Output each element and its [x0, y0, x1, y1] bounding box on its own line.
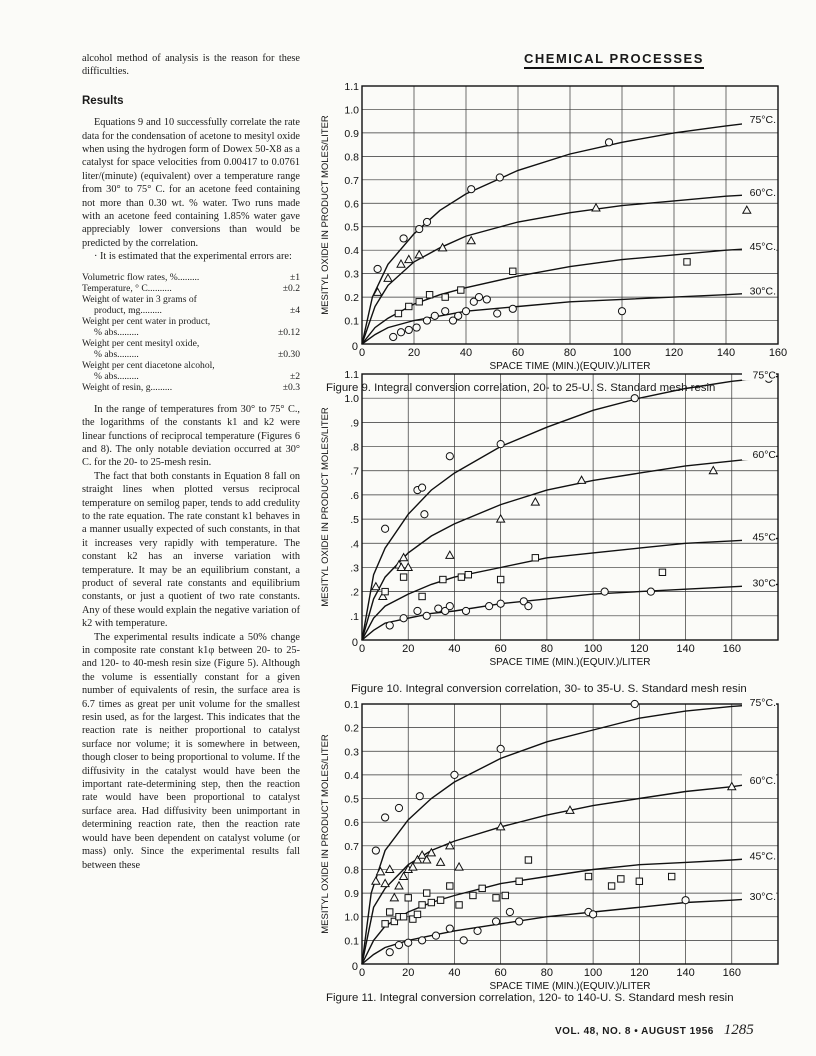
error-row: [82, 360, 300, 371]
y-tick-label: 0.7: [344, 840, 359, 853]
data-point-circle: [395, 804, 402, 811]
data-point-circle: [416, 793, 423, 800]
data-point-circle: [460, 937, 467, 944]
series-label: 30°C.: [749, 285, 776, 298]
y-tick-label: .5: [350, 514, 359, 527]
x-tick-label: 100: [583, 643, 603, 655]
page-footer: [555, 1022, 754, 1039]
data-point-square: [458, 574, 464, 580]
error-label: Weight of resin, g.........: [82, 381, 173, 393]
x-tick-label: 60: [494, 643, 507, 655]
data-point-circle: [414, 607, 421, 614]
data-point-circle: [494, 310, 501, 317]
body-text-column: [82, 52, 300, 872]
series-label: 60°C: [752, 449, 776, 462]
data-point-circle: [395, 941, 402, 948]
error-row: [82, 338, 300, 349]
data-point-circle: [474, 927, 481, 934]
y-tick-label: 0.3: [344, 746, 359, 759]
y-tick-label: 0.1: [344, 935, 359, 948]
data-point-triangle: [578, 476, 586, 483]
data-point-square: [426, 292, 432, 298]
data-point-square: [414, 911, 420, 917]
data-point-triangle: [400, 872, 408, 879]
y-tick-label: 0.1: [344, 315, 359, 328]
data-point-circle: [435, 605, 442, 612]
data-point-circle: [455, 312, 462, 319]
data-point-square: [428, 899, 434, 905]
y-tick-label: 0.5: [344, 793, 359, 806]
data-point-triangle: [372, 877, 380, 884]
y-tick-label: 0.6: [344, 817, 359, 830]
x-tick-label: 0: [358, 347, 366, 359]
x-tick-label: 20: [402, 967, 415, 979]
error-label: Temperature, ° C..........: [82, 282, 172, 294]
x-tick-label: 40: [448, 967, 461, 979]
data-point-square: [406, 303, 412, 309]
data-point-triangle: [415, 251, 423, 258]
data-point-square: [442, 294, 448, 300]
series-label: 60°C.: [749, 186, 776, 199]
data-point-triangle: [395, 882, 403, 889]
data-point-square: [479, 885, 485, 891]
data-point-triangle: [531, 498, 539, 505]
data-point-circle: [421, 511, 428, 518]
series-curve: [362, 456, 778, 640]
data-point-square: [416, 299, 422, 305]
data-point-square: [400, 574, 406, 580]
error-row: [82, 294, 300, 305]
data-point-square: [395, 310, 401, 316]
y-axis-label: MESITYL OXIDE IN PRODUCT MOLES/LITER: [320, 407, 331, 607]
x-tick-label: 120: [664, 347, 684, 359]
y-tick-label: 0.5: [344, 221, 359, 234]
data-point-circle: [509, 305, 516, 312]
y-origin-label: 0: [351, 637, 358, 649]
x-tick-label: 40: [448, 643, 461, 655]
data-point-square: [618, 876, 624, 882]
data-point-triangle: [592, 204, 600, 211]
y-tick-label: 0.2: [344, 722, 359, 735]
data-point-circle: [590, 911, 597, 918]
error-row: [82, 305, 300, 316]
data-point-triangle: [709, 467, 717, 474]
data-point-square: [532, 555, 538, 561]
data-point-square: [516, 878, 522, 884]
data-point-triangle: [467, 237, 475, 244]
data-point-circle: [631, 395, 638, 402]
x-tick-label: 20: [402, 643, 415, 655]
data-point-square: [525, 857, 531, 863]
paragraph-5: The experimental results indicate a 50% change in composite rate constant k1φ between 20- to 25- and 120- to 40-mesh resin size (Figure 5). Although the volume is essentially constant for a given number of equivalents of resin, the surface area is 6.7 times as great per unit volume for the smallest resin used, as for the largest. This indicates that the reaction rate is neither proportional to catalyst surface nor volume; it is somewhere in between, though closer to being proportional to volume. If the diffusivity in the catalyst would have been the important rate-determining step, then the reaction rate would have been proportional to catalyst surface area. Had diffusivity been unimportant in determining reaction rate, then the reaction rate would have been dependent on catalyst volume (or mass) only. Since the experimental results fall between these: [82, 631, 300, 871]
y-tick-label: 0.3: [344, 268, 359, 281]
data-point-circle: [390, 333, 397, 340]
data-point-circle: [446, 603, 453, 610]
y-tick-label: 1.0: [344, 104, 359, 117]
y-tick-label: 0.4: [344, 769, 359, 782]
y-tick-label: .8: [350, 441, 359, 454]
series-label: 75°C.: [749, 698, 776, 709]
error-row: [82, 382, 300, 393]
y-tick-label: 1.1: [344, 81, 359, 93]
x-tick-label: 160: [722, 967, 741, 979]
data-point-circle: [413, 324, 420, 331]
data-point-square: [419, 902, 425, 908]
data-point-circle: [397, 329, 404, 336]
x-tick-label: 60: [494, 967, 507, 979]
data-point-circle: [432, 932, 439, 939]
data-point-triangle: [455, 863, 463, 870]
data-point-circle: [382, 814, 389, 821]
y-tick-label: 0.4: [344, 245, 359, 258]
x-tick-label: 20: [407, 347, 421, 359]
error-row: [82, 349, 300, 360]
data-point-circle: [682, 897, 689, 904]
x-tick-label: 160: [722, 643, 741, 655]
x-tick-label: 140: [716, 347, 736, 359]
x-tick-label: 120: [630, 643, 649, 655]
section-header: CHEMICAL PROCESSES: [524, 51, 704, 69]
y-origin-label: 0: [351, 341, 358, 353]
data-point-circle: [386, 949, 393, 956]
error-value: ±4: [289, 304, 300, 316]
data-point-circle: [462, 308, 469, 315]
error-label: Weight per cent diacetone alcohol,: [82, 359, 215, 371]
y-tick-label: 0.2: [344, 292, 359, 305]
series-label: 30°C.: [749, 890, 776, 903]
error-label: % abs.........: [94, 370, 139, 382]
series-label: 75°C.: [749, 114, 776, 127]
figure-9-chart: [318, 78, 802, 418]
series-label: 30°C: [752, 577, 776, 590]
data-point-square: [585, 873, 591, 879]
x-tick-label: 0: [358, 967, 366, 979]
y-tick-label: .1: [350, 610, 359, 623]
data-point-square: [447, 883, 453, 889]
y-tick-label: 0.7: [344, 174, 359, 187]
data-point-square: [382, 921, 388, 927]
error-label: Volumetric flow rates, %.........: [82, 271, 200, 283]
data-point-square: [456, 902, 462, 908]
data-point-circle: [400, 615, 407, 622]
data-point-circle: [506, 908, 513, 915]
data-point-square: [405, 895, 411, 901]
data-point-triangle: [386, 865, 394, 872]
data-point-circle: [446, 453, 453, 460]
data-point-circle: [462, 607, 469, 614]
series-curve: [362, 538, 778, 640]
error-label: % abs.........: [94, 348, 139, 360]
error-value: ±0.3: [282, 381, 300, 393]
error-label: product, mg.........: [94, 304, 162, 316]
y-tick-label: 1.1: [344, 369, 359, 381]
x-axis-label: SPACE TIME (MIN.)(EQUIV.)/LITER: [489, 981, 651, 992]
footer-journal-info: VOL. 48, NO. 8 • AUGUST 1956: [555, 1026, 714, 1037]
data-point-circle: [416, 225, 423, 232]
error-label: Weight per cent mesityl oxide,: [82, 337, 200, 349]
x-axis-label: SPACE TIME (MIN.)(EQUIV.)/LITER: [489, 361, 651, 372]
figure-11-plot: [318, 698, 802, 993]
x-tick-label: 100: [583, 967, 603, 979]
data-point-square: [510, 268, 516, 274]
error-row: [82, 272, 300, 283]
y-tick-label: 1.0: [344, 911, 359, 924]
data-point-circle: [431, 312, 438, 319]
y-origin-label: 0: [351, 961, 358, 973]
series-curve: [362, 194, 765, 344]
y-tick-label: 1.0: [344, 393, 359, 406]
data-point-circle: [418, 937, 425, 944]
data-point-circle: [497, 441, 504, 448]
paragraph-3: In the range of temperatures from 30° to 75° C., the logarithms of the constants k1 and k2 were linear functions of reciprocal temperature (Figures 6 and 8). The only notable deviation occurred at 30° C. for the 20- to 25-mesh resin.: [82, 403, 300, 469]
data-point-circle: [601, 588, 608, 595]
figure-10-caption: Figure 10. Integral conversion correlation, 30- to 35-U. S. Standard mesh resin: [351, 683, 747, 695]
data-point-circle: [486, 603, 493, 610]
data-point-square: [502, 892, 508, 898]
x-tick-label: 140: [676, 967, 695, 979]
x-axis-label: SPACE TIME (MIN.)(EQUIV.)/LITER: [489, 657, 651, 668]
figure-9-plot: [318, 78, 802, 378]
y-tick-label: .2: [350, 586, 359, 599]
figure-10-plot: [318, 368, 802, 673]
data-point-square: [684, 259, 690, 265]
data-point-triangle: [743, 206, 751, 213]
series-curve: [362, 376, 778, 640]
series-label: 75°C: [752, 369, 776, 382]
data-point-circle: [496, 174, 503, 181]
data-point-circle: [497, 745, 504, 752]
y-tick-label: 0.6: [344, 198, 359, 211]
data-point-circle: [525, 603, 532, 610]
error-value: ±0.30: [277, 348, 300, 360]
data-point-circle: [516, 918, 523, 925]
data-point-square: [497, 576, 503, 582]
error-value: ±0.2: [282, 282, 300, 294]
data-point-square: [458, 287, 464, 293]
series-curve: [362, 584, 778, 640]
y-tick-label: 0.8: [344, 864, 359, 877]
x-tick-label: 140: [676, 643, 695, 655]
data-point-square: [493, 895, 499, 901]
data-point-square: [440, 576, 446, 582]
data-point-triangle: [446, 842, 454, 849]
error-label: Weight of water in 3 grams of: [82, 293, 197, 305]
data-point-circle: [468, 186, 475, 193]
data-point-circle: [631, 700, 638, 707]
y-tick-label: 0.8: [344, 151, 359, 164]
x-tick-label: 160: [768, 347, 788, 359]
x-tick-label: 100: [612, 347, 632, 359]
data-point-circle: [386, 622, 393, 629]
y-tick-label: .4: [350, 538, 359, 551]
y-tick-label: .3: [350, 562, 359, 575]
data-point-square: [668, 873, 674, 879]
data-point-square: [470, 892, 476, 898]
data-point-square: [465, 572, 471, 578]
y-axis-label: MESITYL OXIDE IN PRODUCT MOLES/LITER: [320, 115, 331, 315]
data-point-circle: [442, 308, 449, 315]
paragraph-4: The fact that both constants in Equation 8 fall on straight lines when plotted versus reciprocal temperature on semilog paper, tends to add credulity to the rate equation. The rate constant k1 behaves in a manner usually expected of such constants, in that it increases very rapidly with temperature. The constant k2 has an inverse variation with temperature. It may be an equilibrium constant, a product of several rate constants and equilibrium constants, or just a quotient of two rate constants. Any of these would explain the negative variation of k2 with temperature.: [82, 470, 300, 630]
series-label: 45°C.: [749, 240, 776, 253]
paragraph-2: · It is estimated that the experimental errors are:: [94, 251, 292, 263]
figure-9-caption: Figure 9. Integral conversion correlation, 20- to 25-U. S. Standard mesh resin: [326, 382, 716, 394]
data-point-circle: [618, 308, 625, 315]
x-tick-label: 40: [459, 347, 473, 359]
data-point-circle: [492, 918, 499, 925]
data-point-square: [608, 883, 614, 889]
data-point-circle: [475, 293, 482, 300]
y-tick-label: 0.9: [344, 127, 359, 140]
figure-11-caption: Figure 11. Integral conversion correlation, 120- to 140-U. S. Standard mesh resin: [326, 992, 734, 1004]
data-point-triangle: [446, 551, 454, 558]
data-point-circle: [423, 317, 430, 324]
error-row: [82, 371, 300, 382]
data-point-square: [387, 909, 393, 915]
data-point-circle: [382, 525, 389, 532]
x-tick-label: 80: [540, 643, 554, 655]
page-number: 1285: [723, 1022, 754, 1038]
y-tick-label: .9: [350, 417, 359, 430]
series-curve: [362, 704, 766, 964]
error-value: ±1: [289, 271, 300, 283]
data-point-circle: [483, 296, 490, 303]
data-point-triangle: [381, 879, 389, 886]
data-point-square: [382, 588, 388, 594]
error-row: [82, 316, 300, 327]
y-tick-label: 0.9: [344, 888, 359, 901]
x-tick-label: 80: [540, 967, 554, 979]
series-label: 45°C: [752, 531, 776, 544]
data-point-square: [636, 878, 642, 884]
error-row: [82, 327, 300, 338]
data-point-triangle: [404, 563, 412, 570]
data-point-circle: [372, 847, 379, 854]
data-point-triangle: [372, 583, 380, 590]
error-label: % abs.........: [94, 326, 139, 338]
error-row: [82, 283, 300, 294]
series-label: 45°C.: [749, 850, 776, 863]
y-tick-label: .7: [350, 465, 359, 478]
data-point-circle: [405, 939, 412, 946]
x-tick-label: 60: [511, 347, 525, 359]
data-point-circle: [446, 925, 453, 932]
error-label: Weight per cent water in product,: [82, 315, 211, 327]
series-curve: [362, 121, 765, 344]
data-point-triangle: [397, 260, 405, 267]
x-tick-label: 0: [358, 643, 366, 655]
y-axis-label: MESITYL OXIDE IN PRODUCT MOLES/LITER: [320, 734, 331, 934]
x-tick-label: 80: [563, 347, 577, 359]
data-point-circle: [405, 326, 412, 333]
data-point-triangle: [437, 858, 445, 865]
data-point-triangle: [405, 255, 413, 262]
y-tick-label: .6: [350, 489, 359, 502]
data-point-triangle: [497, 515, 505, 522]
data-point-circle: [497, 600, 504, 607]
data-point-circle: [647, 588, 654, 595]
data-point-circle: [605, 139, 612, 146]
results-heading: Results: [82, 94, 124, 107]
series-label: 60°C.: [749, 775, 776, 787]
figure-11-chart: [318, 698, 802, 1038]
data-point-circle: [423, 612, 430, 619]
data-point-triangle: [384, 274, 392, 281]
data-point-square: [437, 897, 443, 903]
data-point-square: [424, 890, 430, 896]
data-point-square: [419, 593, 425, 599]
paragraph-1: Equations 9 and 10 successfully correlate the rate data for the condensation of acetone to mesityl oxide when using the hydrogen form of Dowex 50-X8 as a catalyst for space velocities from 0.00417 to 0.0761 liter/(minute) (equivalent) over a temperature range from 30° to 75° C. for an acetone feed containing not more than 0.30 wt. % water. Two runs made with an acetone feed containing 1.85% water gave appreciably lower conversions than would be predicted by the correlation.: [82, 117, 300, 249]
plot-frame: [362, 704, 778, 964]
series-curve: [362, 858, 766, 964]
data-point-square: [659, 569, 665, 575]
error-value: ±2: [289, 370, 300, 382]
error-value: ±0.12: [277, 326, 300, 338]
error-table: [82, 272, 300, 393]
x-tick-label: 120: [630, 967, 649, 979]
data-point-square: [400, 914, 406, 920]
intro-paragraph: alcohol method of analysis is the reason for these difficulties.: [82, 53, 300, 78]
data-point-circle: [423, 218, 430, 225]
y-tick-label: 0.1: [344, 699, 359, 711]
data-point-triangle: [390, 894, 398, 901]
data-point-circle: [374, 265, 381, 272]
data-point-circle: [418, 484, 425, 491]
data-point-circle: [451, 771, 458, 778]
data-point-circle: [400, 235, 407, 242]
figure-10-chart: [318, 368, 802, 708]
